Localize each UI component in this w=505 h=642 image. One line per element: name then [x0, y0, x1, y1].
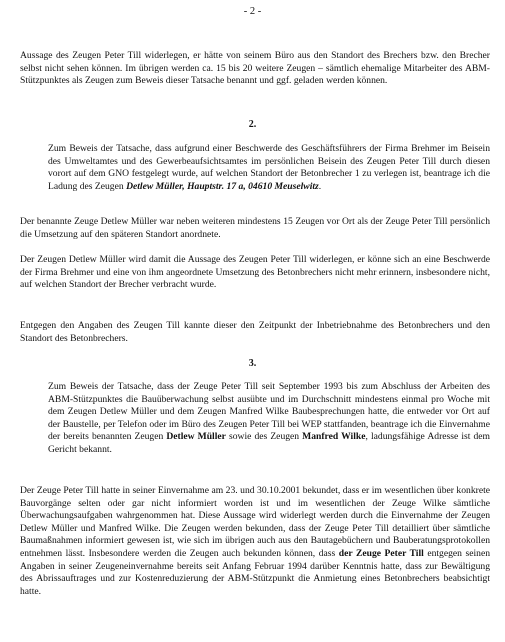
witness-till-highlight: der Zeuge Peter Till — [338, 547, 424, 559]
paragraph-evidence-request-2 — [48, 143, 490, 193]
section-number-3: 3. — [248, 358, 257, 369]
paragraph-text-mid: sowie des Zeugen — [225, 431, 303, 443]
paragraph-text: Zum Beweis der Tatsache, dass aufgrund einer Beschwerde des Geschäftsführers der Firma Brehmer im Beisein des Umweltamtes und des Gewerbeaufsichtsamtes im persönlichen Beisein des Zeugen Peter Till durch diesen vorort auf dem GNO festgelegt wurde, auf welchen Standort der Betonbrecher 1 zu verlegen ist, beantrage ich die Ladung des Zeugen — [48, 143, 490, 192]
paragraph-witness-present: Der benannte Zeuge Detlew Müller war neben weiteren mindestens 15 Zeugen vor Ort als der Zeuge Peter Till persönlich die Umsetzung auf den späteren Standort anordnete. — [20, 216, 490, 240]
paragraph-end: , ladungsfähige Adresse ist dem Gericht bekannt. — [48, 431, 490, 455]
paragraph-evidence-request-3 — [48, 381, 490, 457]
paragraph-refutation: Der Zeugen Detlew Müller wird damit die Aussage des Zeugen Peter Till widerlegen, er könne sich an eine Beschwerde der Firma Brehmer und eine von ihm angeordnete Umsetzung des Betonbrechers nicht mehr erinnern, insbesondere nicht, auf welchen Standort der Brecher verbracht wurde. — [20, 254, 490, 291]
paragraph-testimony-rebuttal — [20, 485, 490, 598]
paragraph-text-end: entgegen seinen Angaben in seiner Zeugeneinvernahme bereits seit Anfang Februar 1994 darüber Kenntnis hatte, dass zur Bewältigung des Abrissauftrages und zur Kostenreduzierung der ABM-Stützpunkt die Anmietung eines Betonbrechers beabsichtigt hatte. — [20, 547, 490, 597]
paragraph-contrary-statement: Entgegen den Angaben des Zeugen Till kannte dieser den Zeitpunkt der Inbetriebnahme des Betonbrechers und den Standort des Betonbrechers. — [20, 320, 490, 344]
witness-name-address: Detlew Müller, Hauptstr. 17 a, 04610 Meuselwitz — [126, 180, 319, 192]
paragraph-text: Zum Beweis der Tatsache, dass der Zeuge Peter Till seit September 1993 bis zum Abschluss der Arbeiten des ABM-Stützpunktes die Bauüberwachung selbst ausübte und im Durchschnitt mindestens einmal pro Woche mit dem Zeugen Detlew Müller und dem Zeugen Manfred Wilke Baubesprechungen hatte, die entweder vor Ort auf der Baustelle, per Telefon oder im Büro des Zeugen Peter Till bei WEP stattfanden, beantrage ich die Einvernahme der bereits benannten Zeugen — [48, 381, 490, 443]
page-number: - 2 - — [243, 6, 262, 17]
paragraph-text: Der Zeuge Peter Till hatte in seiner Einvernahme am 23. und 30.10.2001 bekundet, dass er im wesentlichen über konkrete Bauvorgänge selten oder gar nicht informiert worden ist und im wesentlichen der Zeuge Wilke sämtliche Überwachungsaufgaben wahrgenommen hat. Diese Aussage wird widerlegt werden durch die Einvernahme der Zeugen Detlew Müller und Manfred Wilke. Die Zeugen werden bekunden, dass der Zeuge Peter Till detailliert über sämtliche Baumaßnahmen informiert gewesen ist, wie sich im übrigen auch aus den Bautagebüchern und Bauberatungsprotokollen entnehmen lässt. Insbesondere werden die Zeugen auch bekunden können, dass — [20, 485, 490, 559]
witness-name-mueller: Detlew Müller — [166, 431, 226, 443]
witness-name-wilke: Manfred Wilke — [302, 431, 366, 443]
section-number-2: 2. — [248, 119, 257, 130]
paragraph-end: . — [318, 180, 322, 192]
paragraph-witness-statement: Aussage des Zeugen Peter Till widerlegen, er hätte von seinem Büro aus den Standort des Brechers bzw. den Brecher selbst nicht sehen können. Im übrigen werden ca. 15 bis 20 weitere Zeugen – sämtlich ehemalige Mitarbeiter des ABM-Stützpunktes als Zeugen zum Beweis dieser Tatsache benannt und ggf. geladen werden können. — [20, 50, 490, 87]
